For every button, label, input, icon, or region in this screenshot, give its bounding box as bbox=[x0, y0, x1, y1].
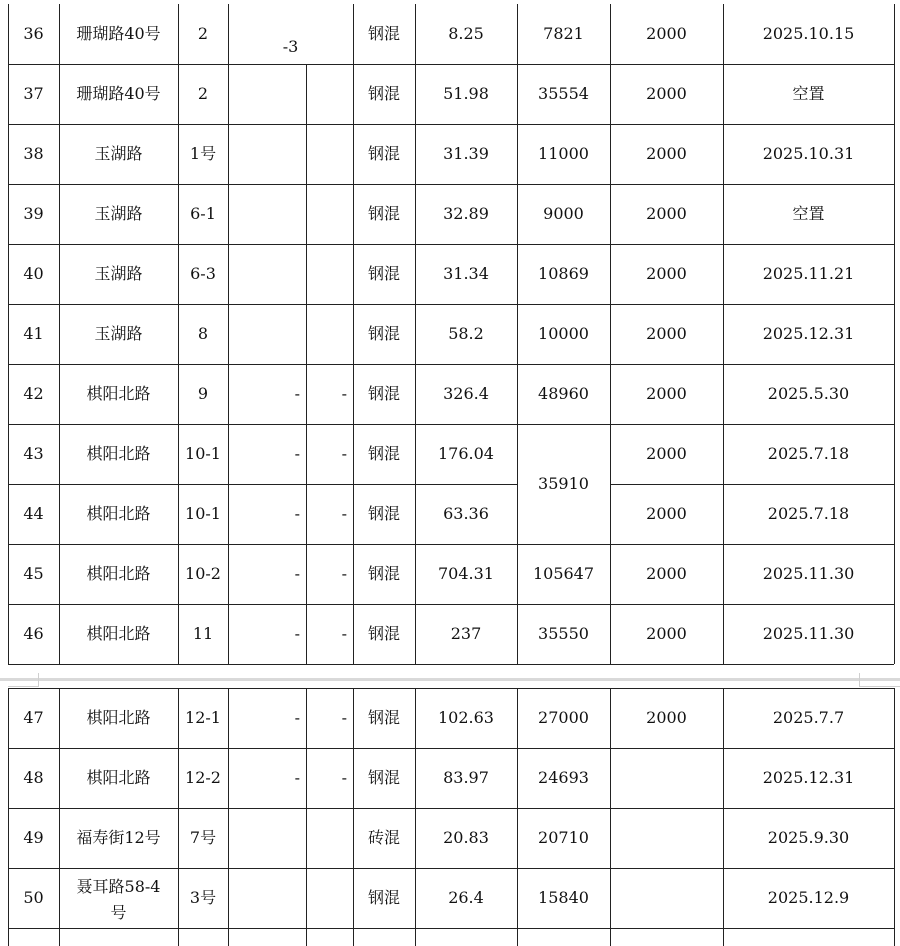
table-cell-year bbox=[610, 808, 723, 868]
table-cell-struct: 钢混 bbox=[367, 324, 400, 344]
table-cell-road: 棋阳北路 bbox=[86, 624, 151, 644]
table-cell-no: 49 bbox=[23, 828, 44, 848]
table-cell-road: 玉湖路 bbox=[94, 144, 143, 164]
table-cell-c4: - bbox=[294, 564, 300, 584]
page-gap bbox=[0, 678, 900, 681]
table-rule bbox=[59, 4, 60, 664]
table-cell-num: 11 bbox=[192, 624, 214, 644]
table-cell-num: 8 bbox=[197, 324, 209, 344]
page-break bbox=[0, 673, 900, 687]
table-cell-area: 20.83 bbox=[443, 828, 489, 848]
table-rule bbox=[8, 544, 894, 545]
table-rule bbox=[8, 304, 894, 305]
table-cell-price: 24693 bbox=[538, 768, 589, 788]
table-cell-date: 2025.11.30 bbox=[762, 564, 855, 584]
table-rule bbox=[306, 64, 307, 664]
table-cell-road: 棋阳北路 bbox=[86, 708, 151, 728]
table-rule bbox=[8, 4, 9, 664]
table-cell-road: 玉湖路 bbox=[94, 264, 143, 284]
table-cell-c4 bbox=[228, 184, 306, 244]
table-cell-struct: 钢混 bbox=[367, 624, 400, 644]
table-cell-num: 10-2 bbox=[185, 564, 221, 584]
table-cell-no: 46 bbox=[23, 624, 44, 644]
table-cell-no: 36 bbox=[23, 24, 44, 44]
table-cell-road: 玉湖路 bbox=[94, 324, 143, 344]
table-cell-num: 10-1 bbox=[185, 504, 221, 524]
table-cell-num: 9 bbox=[197, 384, 209, 404]
table-rule bbox=[8, 688, 9, 946]
table-cell-road: 棋阳北路 bbox=[86, 444, 151, 464]
table-cell-year: 2000 bbox=[646, 84, 687, 104]
table-cell-date: 2025.7.18 bbox=[767, 444, 850, 464]
table-cell-num: 10-1 bbox=[185, 444, 221, 464]
table-cell-area: 237 bbox=[450, 624, 482, 644]
table-cell-c5: - bbox=[341, 708, 347, 728]
table-cell-road: 棋阳北路 bbox=[86, 384, 151, 404]
table-rule bbox=[8, 364, 894, 365]
table-cell-c5 bbox=[306, 64, 353, 124]
table-cell-no: 42 bbox=[23, 384, 44, 404]
table-cell-year: 2000 bbox=[646, 444, 687, 464]
table-cell-year: 2000 bbox=[646, 264, 687, 284]
table-cell-price: 48960 bbox=[538, 384, 589, 404]
table-cell-struct: 钢混 bbox=[367, 504, 400, 524]
table-cell-date: 2025.10.15 bbox=[762, 24, 855, 44]
table-cell-struct: 钢混 bbox=[367, 564, 400, 584]
table-cell-num: 3号 bbox=[189, 888, 217, 908]
table-cell-c5 bbox=[306, 124, 353, 184]
table-cell-road: 福寿街12号 bbox=[76, 828, 161, 848]
table-rule bbox=[894, 4, 895, 664]
table-cell-road: 棋阳北路 bbox=[86, 768, 151, 788]
table-cell-road: 棋阳北路 bbox=[86, 504, 151, 524]
table-cell-price: 9000 bbox=[543, 204, 584, 224]
table-cell-struct: 钢混 bbox=[367, 768, 400, 788]
table-rule bbox=[8, 64, 894, 65]
table-cell-num: 12-1 bbox=[185, 708, 221, 728]
table-cell-no: 50 bbox=[23, 888, 44, 908]
table-rule bbox=[306, 688, 307, 946]
table-cell-road: 玉湖路 bbox=[94, 204, 143, 224]
table-cell-date: 2025.12.31 bbox=[762, 768, 855, 788]
table-rule bbox=[8, 808, 894, 809]
table-cell-price: 11000 bbox=[538, 144, 589, 164]
table-cell-area: 63.36 bbox=[443, 504, 489, 524]
table-cell-struct: 砖混 bbox=[367, 828, 400, 848]
table-cell-c5: - bbox=[341, 384, 347, 404]
table-cell-no: 39 bbox=[23, 204, 44, 224]
table-rule bbox=[610, 484, 894, 485]
table-cell-struct: 钢混 bbox=[367, 24, 400, 44]
table-cell-c4: - bbox=[294, 708, 300, 728]
table-cell-road: 聂耳路58-4 号 bbox=[76, 877, 161, 922]
table-cell-road: 棋阳北路 bbox=[86, 564, 151, 584]
table-cell-price: 105647 bbox=[532, 564, 595, 584]
table-cell-year: 2000 bbox=[646, 144, 687, 164]
table-cell-year: 2000 bbox=[646, 564, 687, 584]
table-rule bbox=[517, 688, 518, 946]
table-cell-year: 2000 bbox=[646, 24, 687, 44]
table-cell-year bbox=[610, 748, 723, 808]
table-cell-price: 7821 bbox=[543, 24, 584, 44]
table-cell-c4 bbox=[228, 868, 306, 928]
table-cell-price: 35910 bbox=[538, 474, 589, 494]
table-cell-c5: - bbox=[341, 504, 347, 524]
table-cell-date: 2025.7.7 bbox=[772, 708, 845, 728]
table-cell-c5: - bbox=[341, 564, 347, 584]
table-cell-date: 2025.10.31 bbox=[762, 144, 855, 164]
table-rule bbox=[415, 4, 416, 664]
table-rule bbox=[353, 688, 354, 946]
table-cell-price: 15840 bbox=[538, 888, 589, 908]
table-rule bbox=[8, 688, 894, 689]
table-cell-date: 2025.9.30 bbox=[767, 828, 850, 848]
table-cell-road: 珊瑚路40号 bbox=[76, 24, 161, 44]
table-rule bbox=[8, 484, 517, 485]
table-cell-date: 2025.5.30 bbox=[767, 384, 850, 404]
table-rule bbox=[415, 688, 416, 946]
table-cell-date: 2025.12.9 bbox=[767, 888, 850, 908]
table-cell-area: 58.2 bbox=[448, 324, 484, 344]
table-rule bbox=[8, 184, 894, 185]
table-cell-year: 2000 bbox=[646, 708, 687, 728]
table-cell-area: 176.04 bbox=[438, 444, 494, 464]
table-cell-c5 bbox=[306, 808, 353, 868]
table-cell-area: 8.25 bbox=[448, 24, 484, 44]
table-cell-c4: - bbox=[294, 768, 300, 788]
table-cell-year: 2000 bbox=[646, 504, 687, 524]
table-rule bbox=[723, 4, 724, 664]
table-cell-date: 2025.12.31 bbox=[762, 324, 855, 344]
table-cell-area: 31.34 bbox=[443, 264, 489, 284]
table-cell-area: 51.98 bbox=[443, 84, 489, 104]
table-cell-no: 38 bbox=[23, 144, 44, 164]
table-cell-no: 47 bbox=[23, 708, 44, 728]
table-rule bbox=[8, 748, 894, 749]
table-cell-area: 26.4 bbox=[448, 888, 484, 908]
table-cell-area: 326.4 bbox=[443, 384, 489, 404]
table-cell-c5 bbox=[306, 304, 353, 364]
table-cell-c5 bbox=[306, 244, 353, 304]
table-cell-no: 40 bbox=[23, 264, 44, 284]
table-rule bbox=[8, 424, 894, 425]
table-rule bbox=[8, 124, 894, 125]
table-rule bbox=[8, 604, 894, 605]
table-cell-c4 bbox=[228, 124, 306, 184]
table-cell-price: 10000 bbox=[538, 324, 589, 344]
table-cell-c5 bbox=[306, 184, 353, 244]
table-cell-price: 10869 bbox=[538, 264, 589, 284]
table-cell-c5: - bbox=[341, 444, 347, 464]
table-cell-c5: - bbox=[341, 624, 347, 644]
table-cell-num: 6-3 bbox=[190, 264, 216, 284]
table-cell-price: 27000 bbox=[538, 708, 589, 728]
table-cell-no: 45 bbox=[23, 564, 44, 584]
table-cell-price: 35554 bbox=[538, 84, 589, 104]
table-cell-c4: - bbox=[294, 384, 300, 404]
table-cell-no: 44 bbox=[23, 504, 44, 524]
table-cell-date: 空置 bbox=[792, 84, 825, 104]
table-cell-date: 2025.7.18 bbox=[767, 504, 850, 524]
table-rule bbox=[59, 688, 60, 946]
table-rule bbox=[8, 868, 894, 869]
table-rule bbox=[894, 688, 895, 946]
table-cell-struct: 钢混 bbox=[367, 708, 400, 728]
table-cell-struct: 钢混 bbox=[367, 84, 400, 104]
table-cell-area: 704.31 bbox=[438, 564, 494, 584]
table-cell-date: 2025.11.30 bbox=[762, 624, 855, 644]
table-cell-year: 2000 bbox=[646, 324, 687, 344]
table-cell-area: 31.39 bbox=[443, 144, 489, 164]
table-cell-area: 83.97 bbox=[443, 768, 489, 788]
page-corner-mark-right bbox=[859, 673, 900, 687]
table-cell-c5: - bbox=[341, 768, 347, 788]
table-cell-num: 6-1 bbox=[190, 204, 216, 224]
table-cell-no: 43 bbox=[23, 444, 44, 464]
table-cell-struct: 钢混 bbox=[367, 444, 400, 464]
table-cell-struct: 钢混 bbox=[367, 888, 400, 908]
table-cell-struct: 钢混 bbox=[367, 144, 400, 164]
table-cell-num: 12-2 bbox=[185, 768, 221, 788]
table-cell-road: 珊瑚路40号 bbox=[76, 84, 161, 104]
table-cell-area: 102.63 bbox=[438, 708, 494, 728]
table-cell-no: 48 bbox=[23, 768, 44, 788]
page-corner-mark-left bbox=[8, 673, 39, 687]
table-cell-date: 空置 bbox=[792, 204, 825, 224]
table-rule bbox=[8, 244, 894, 245]
table-cell-no: 37 bbox=[23, 84, 44, 104]
table-cell-c4 bbox=[228, 808, 306, 868]
table-cell-year bbox=[610, 868, 723, 928]
table-rule bbox=[178, 688, 179, 946]
table-rule bbox=[723, 688, 724, 946]
table-rule bbox=[228, 4, 229, 664]
table-cell-c4: - bbox=[294, 504, 300, 524]
table-cell-year: 2000 bbox=[646, 204, 687, 224]
table-cell-price: 20710 bbox=[538, 828, 589, 848]
table-cell-c5 bbox=[306, 868, 353, 928]
table-rule bbox=[8, 928, 894, 929]
table-cell-num: 2 bbox=[197, 24, 209, 44]
table-cell-struct: 钢混 bbox=[367, 264, 400, 284]
table-cell-c4: -3 bbox=[282, 37, 299, 56]
table-rule bbox=[610, 4, 611, 664]
table-cell-c4: - bbox=[294, 444, 300, 464]
table-rule bbox=[517, 4, 518, 664]
table-cell-area: 32.89 bbox=[443, 204, 489, 224]
table-cell-c4 bbox=[228, 64, 306, 124]
table-cell-year: 2000 bbox=[646, 384, 687, 404]
table-cell-struct: 钢混 bbox=[367, 384, 400, 404]
table-cell-no: 41 bbox=[23, 324, 44, 344]
table-cell-date: 2025.11.21 bbox=[762, 264, 855, 284]
table-cell-num: 2 bbox=[197, 84, 209, 104]
table-rule bbox=[228, 688, 229, 946]
table-cell-c4: - bbox=[294, 624, 300, 644]
table-cell-year: 2000 bbox=[646, 624, 687, 644]
table-rule bbox=[610, 688, 611, 946]
table-rule bbox=[353, 4, 354, 664]
table-cell-c4 bbox=[228, 304, 306, 364]
table-cell-price: 35550 bbox=[538, 624, 589, 644]
table-rule bbox=[8, 664, 894, 665]
table-cell-num: 1号 bbox=[189, 144, 217, 164]
table-rule bbox=[178, 4, 179, 664]
table-cell-c4 bbox=[228, 244, 306, 304]
table-cell-struct: 钢混 bbox=[367, 204, 400, 224]
table-cell-num: 7号 bbox=[189, 828, 217, 848]
